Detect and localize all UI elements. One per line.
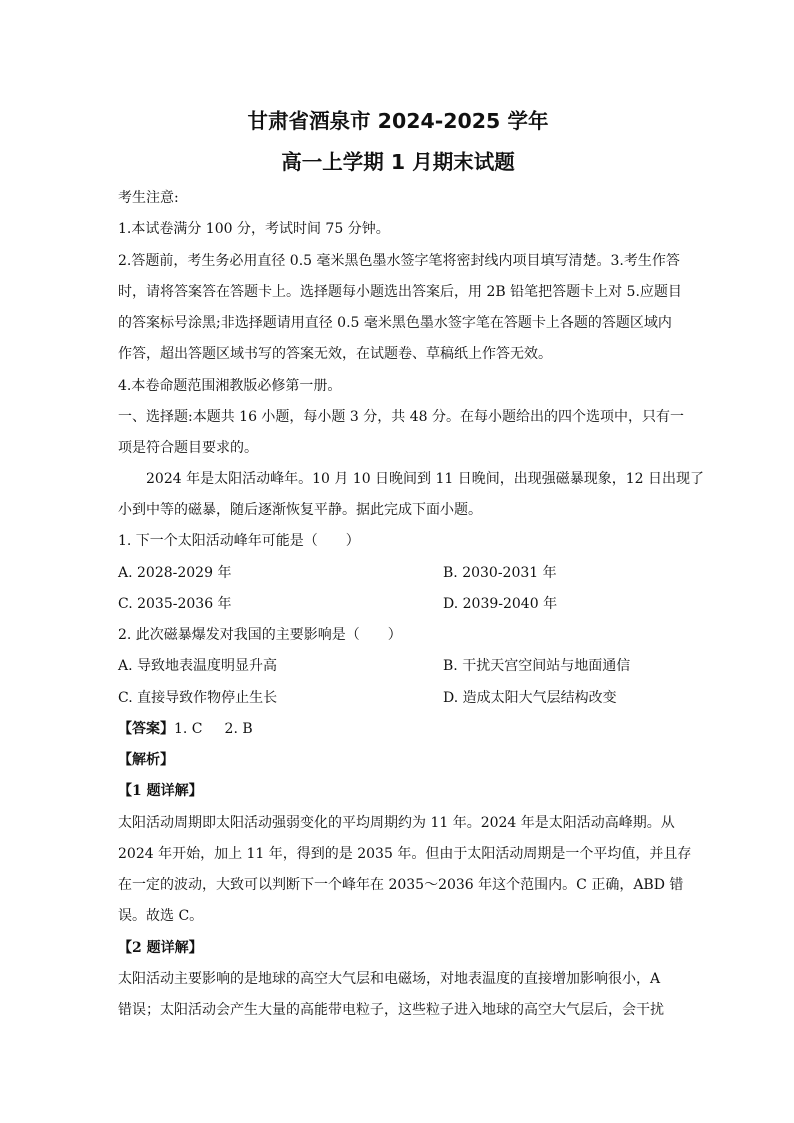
- detail-2-line-2: 错误；太阳活动会产生大量的高能带电粒子，这些粒子进入地球的高空大气层后，会干扰: [118, 1002, 664, 1018]
- question-2-option-d: D. 造成太阳大气层结构改变: [443, 690, 617, 706]
- answer-1: 1. C: [174, 721, 203, 737]
- answer-label: 【答案】: [118, 721, 174, 737]
- notice-item-2-line-3: 的答案标号涂黑;非选择题请用直径 0.5 毫米黑色墨水签字笔在答题卡上各题的答题区域内: [118, 315, 672, 331]
- detail-1-line-4: 误。故选 C。: [118, 908, 204, 924]
- notice-item-2-line-2: 时，请将答案答在答题卡上。选择题每小题选出答案后，用 2B 铅笔把答题卡上对 5.应题目: [118, 284, 682, 300]
- exam-title-line1: 甘肃省酒泉市 2024-2025 学年: [247, 109, 549, 133]
- question-1-option-d: D. 2039-2040 年: [443, 596, 558, 612]
- detail-1-line-2: 2024 年开始，加上 11 年，得到的是 2035 年。但由于太阳活动周期是一个平均值，并且存: [118, 846, 692, 862]
- question-2-option-b: B. 干扰天宫空间站与地面通信: [443, 658, 631, 674]
- detail-1-line-3: 在一定的波动，大致可以判断下一个峰年在 2035～2036 年这个范围内。C 正确，ABD 错: [118, 877, 684, 893]
- question-1-option-b: B. 2030-2031 年: [443, 565, 557, 581]
- question-1-stem: 1. 下一个太阳活动峰年可能是（ ）: [118, 533, 360, 549]
- notice-item-1: 1.本试卷满分 100 分，考试时间 75 分钟。: [118, 221, 390, 237]
- analysis-label: 【解析】: [118, 752, 174, 768]
- notice-item-2-line-4: 作答，超出答题区域书写的答案无效，在试题卷、草稿纸上作答无效。: [118, 346, 552, 362]
- notice-item-2-line-1: 2.答题前，考生务必用直径 0.5 毫米黑色墨水签字笔将密封线内项目填写清楚。3.考生作答: [118, 253, 680, 269]
- detail-1-line-1: 太阳活动周期即太阳活动强弱变化的平均周期约为 11 年。2024 年是太阳活动高峰期。从: [118, 815, 675, 831]
- exam-title-line2: 高一上学期 1 月期末试题: [281, 150, 515, 174]
- notice-heading: 考生注意:: [118, 190, 179, 206]
- notice-item-4: 4.本卷命题范围湘教版必修第一册。: [118, 378, 342, 394]
- detail-1-label: 【1 题详解】: [118, 783, 203, 799]
- question-1-option-c: C. 2035-2036 年: [118, 596, 232, 612]
- answer-line: [118, 718, 678, 738]
- question-2-option-a: A. 导致地表温度明显升高: [118, 658, 278, 674]
- passage-line-2: 小到中等的磁暴，随后逐渐恢复平静。据此完成下面小题。: [118, 502, 482, 518]
- section1-line-1: 一、选择题:本题共 16 小题，每小题 3 分，共 48 分。在每小题给出的四个选项中，只有一: [118, 409, 684, 425]
- detail-2-label: 【2 题详解】: [118, 940, 203, 956]
- detail-2-line-1: 太阳活动主要影响的是地球的高空大气层和电磁场，对地表温度的直接增加影响很小，A: [118, 971, 661, 987]
- passage-line-1: 2024 年是太阳活动峰年。10 月 10 日晚间到 11 日晚间，出现强磁暴现象，12 日出现了: [146, 471, 705, 487]
- section1-line-2: 项是符合题目要求的。: [118, 440, 258, 456]
- question-2-option-c: C. 直接导致作物停止生长: [118, 690, 278, 706]
- question-1-option-a: A. 2028-2029 年: [118, 565, 232, 581]
- answer-2: 2. B: [224, 721, 253, 737]
- question-2-stem: 2. 此次磁暴爆发对我国的主要影响是（ ）: [118, 627, 402, 643]
